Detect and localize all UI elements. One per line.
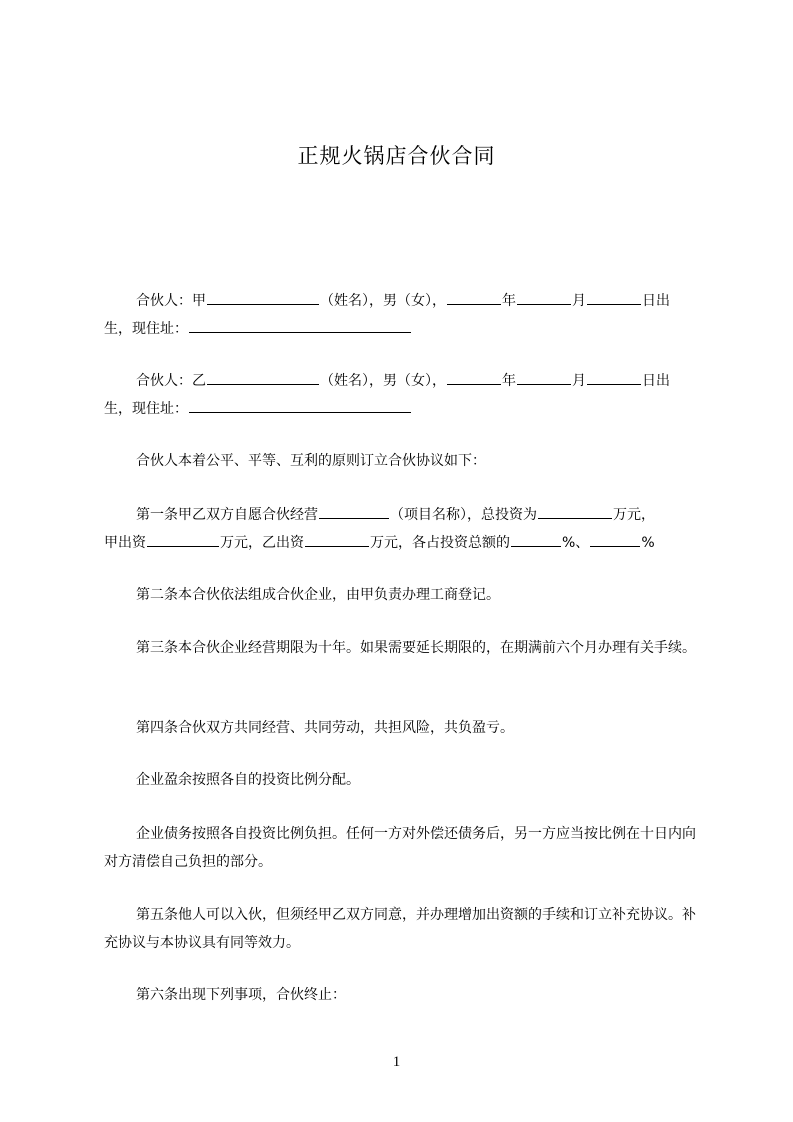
- article-1-text-2: （项目名称），总投资为: [390, 507, 537, 523]
- partner-a-month-label: 月: [572, 293, 586, 309]
- partner-b-year-label: 年: [502, 373, 516, 389]
- article-1-text-4: 甲出资: [104, 535, 146, 551]
- partner-b-paragraph: [104, 367, 704, 395]
- preamble-paragraph: 合伙人本着公平、平等、互利的原则订立合伙协议如下：: [136, 453, 486, 469]
- total-investment-blank: [538, 503, 612, 519]
- article-4-paragraph: 第四条合伙双方共同经营、共同劳动，共担风险，共负盈亏。: [136, 720, 514, 736]
- debt-paragraph: 企业债务按照各自投资比例负担。任何一方对外偿还债务后，另一方应当按比例在十日内向对方清偿自己负担的部分。: [104, 826, 696, 870]
- partner-a-name-blank: [207, 289, 319, 305]
- partner-b-month-label: 月: [572, 373, 586, 389]
- partner-a-share-blank: [511, 531, 561, 547]
- partner-b-name-blank: [207, 369, 319, 385]
- profit-paragraph: 企业盈余按照各自的投资比例分配。: [136, 772, 360, 788]
- partner-b-year-blank: [447, 369, 501, 385]
- article-1-text-7: %、: [562, 535, 590, 551]
- article-1-text-8: %: [641, 535, 655, 551]
- article-1-text-3: 万元，: [613, 507, 655, 523]
- partner-b-share-blank: [590, 531, 640, 547]
- partner-b-label: 合伙人：乙: [136, 373, 206, 389]
- partner-b-day-label: 日出: [642, 373, 670, 389]
- partner-a-address-blank: [189, 317, 411, 333]
- partner-b-day-blank: [587, 369, 641, 385]
- article-3-paragraph: 第三条本合伙企业经营期限为十年。如果需要延长期限的，在期满前六个月办理有关手续。: [136, 640, 696, 656]
- partner-b-address-blank: [189, 397, 411, 413]
- page-number: 1: [392, 1054, 401, 1070]
- project-name-blank: [319, 503, 389, 519]
- article-5-paragraph: 第五条他人可以入伙，但须经甲乙双方同意，并办理增加出资额的手续和订立补充协议。补充协议与本协议具有同等效力。: [104, 907, 696, 951]
- article-1-line-2: [104, 529, 704, 557]
- partner-b-month-blank: [517, 369, 571, 385]
- article-1-line-1: [104, 501, 704, 529]
- partner-a-day-blank: [587, 289, 641, 305]
- article-1-text-6: 万元，各占投资总额的: [370, 535, 510, 551]
- partner-b-address-label: 生，现住址：: [104, 401, 188, 417]
- partner-a-name-hint: （姓名），男（女），: [320, 293, 446, 309]
- partner-a-address-line: [104, 315, 704, 343]
- partner-a-label: 合伙人：甲: [136, 293, 206, 309]
- partner-b-name-hint: （姓名），男（女），: [320, 373, 446, 389]
- partner-a-investment-blank: [147, 531, 219, 547]
- partner-a-year-blank: [447, 289, 501, 305]
- article-6-paragraph: 第六条出现下列事项，合伙终止：: [136, 987, 346, 1003]
- partner-a-address-label: 生，现住址：: [104, 321, 188, 337]
- partner-b-address-line: [104, 395, 704, 423]
- article-2-paragraph: 第二条本合伙依法组成合伙企业，由甲负责办理工商登记。: [136, 587, 500, 603]
- partner-b-investment-blank: [305, 531, 369, 547]
- article-1-text-1: 第一条甲乙双方自愿合伙经营: [136, 507, 318, 523]
- document-title: 正规火锅店合伙合同: [297, 144, 496, 168]
- article-1-text-5: 万元，乙出资: [220, 535, 304, 551]
- partner-a-year-label: 年: [502, 293, 516, 309]
- partner-a-day-label: 日出: [642, 293, 670, 309]
- partner-a-paragraph: [104, 287, 704, 315]
- partner-a-month-blank: [517, 289, 571, 305]
